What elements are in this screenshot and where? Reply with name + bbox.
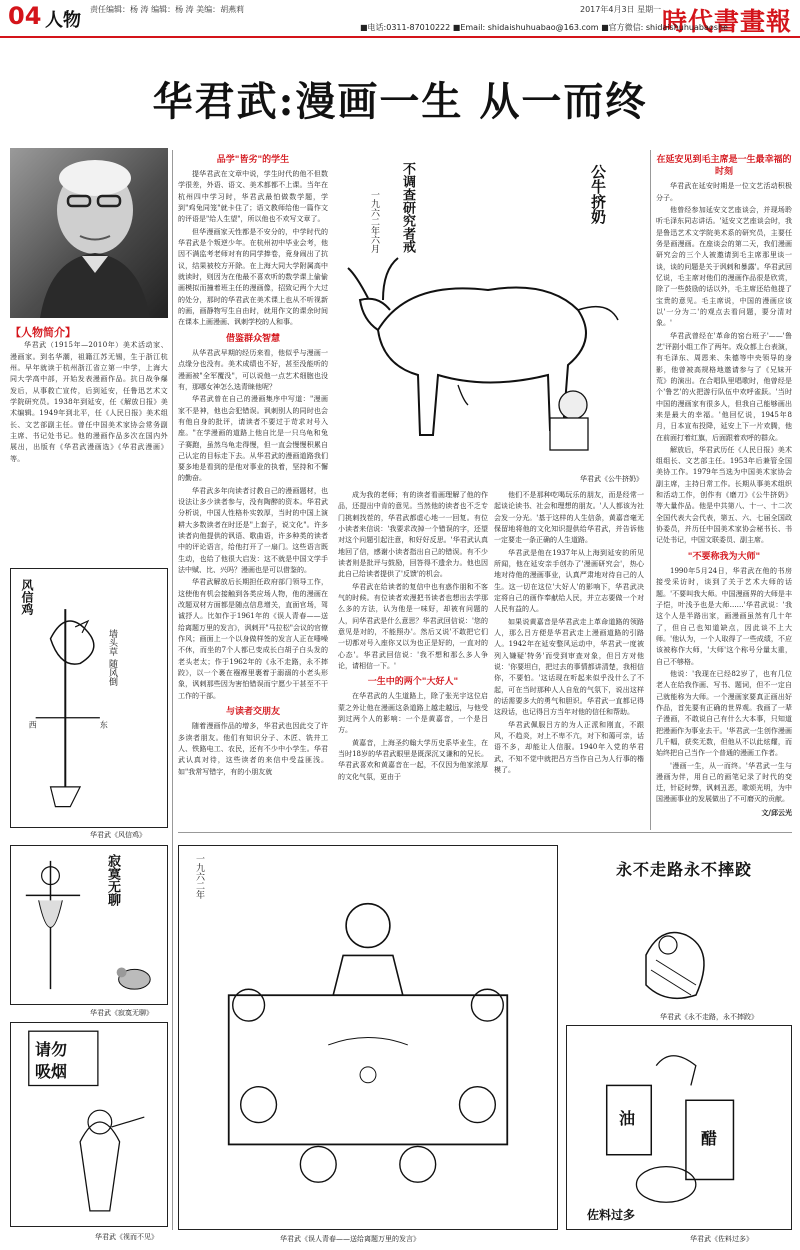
svg-text:东: 东 (99, 720, 108, 730)
section-subhead: 与读者交朋友 (225, 707, 280, 718)
article-paragraph: 华君武在延安时期是一位文艺活动积极分子。 (656, 182, 792, 202)
editors-line: 责任编辑：杨 涛 编辑：杨 涛 美编：胡燕莉 (90, 5, 245, 14)
article-column-2 (178, 150, 328, 800)
gongniu-date: 一九六二年六月 (369, 190, 379, 253)
article-column-3 (338, 490, 488, 820)
cartoon-wuren (178, 845, 558, 1230)
portrait-illustration (10, 148, 168, 318)
section-subhead: 在延安见到毛主席是一生最幸福的时刻 (656, 155, 792, 178)
cartoon-fengxinji (10, 568, 168, 828)
zuolaguoduo-title: 佐料过多 (587, 1208, 636, 1222)
profile-box (10, 324, 168, 466)
cartoon-shibujian (10, 1022, 168, 1227)
gongniu-inscription: 不调查研究者戒 (400, 162, 415, 253)
article-paragraph: 随着漫画作品的增多，华君武也因此交了许多读者朋友。他们有知识分子、木匠、铣井工人、铁路电工、农民，还有不少中小学生。华君武认真对待，这些读者的来信中受益匪浅。如"我常写错字，有的小朋友就 (178, 722, 328, 776)
article-column-5 (656, 150, 792, 830)
article-paragraph: 黄嘉音，上海圣约翰大学历史系毕业生，在当时18岁的华君武眼里是既深沉又谦和的兄长。华君武喜欢和黄嘉音在一起，不仅因为他家浓厚的文化气氛，更由于 (338, 738, 488, 781)
cartoon-zuolaguoduo (566, 1025, 792, 1230)
page-header (0, 0, 800, 38)
section-subhead: 一生中的两个"大好人" (367, 677, 459, 688)
section-subhead: 借鉴群众智慧 (225, 333, 280, 344)
article-paragraph: 华君武曾在自己的漫画集序中写道："漫画家不是神，他也会犯错误。讽刺别人的同时也会有他自身的批评，请读者不要过于苛求对号入座。"在学漫画的道路上他自比是一只乌龟和兔子赛跑，虽然乌龟走得慢，但一直会慢慢积累自己认定的目标走下去。从华君武的漫画道路我们要多地是看到的是他对事业的执着，坚持和不懈的勤奋。 (178, 395, 328, 483)
zuolaguoduo-jar-1: 油 (619, 1109, 636, 1128)
section-title: 人物 (45, 10, 81, 31)
article-paragraph: 他曾经参加延安文艺座谈会，并现场聆听毛泽东同志讲话。'延安文艺座谈会时，我是鲁迅艺术文学院美术系的研究员，主要任务是画漫画。在座谈会的第二天，我们漫画研究会的三个人被邀请到毛主席那里谈一谈，谈的问题是关于讽刺和暴露'。华君武回忆说，毛主席对他们的漫画作品很是欣赏，除了一些鼓励的话以外，毛主席还给他提了宝贵的意见。毛主席说，中国的漫画应该以'一分为二'的观点去看问题，要分清对象。' (656, 205, 792, 328)
article-paragraph: 华君武佩服吕方的为人正派和刚直，不跟风，不趋炎，对上不卑不亢，对下和蔼可亲，话语不多，却能让人信服。1940年入党的华君武，不知不觉中就把吕方当作自己为人行事的楷模了。 (494, 720, 644, 774)
jimo-drawing (11, 846, 167, 1004)
caption-fengxinji: 华君武《风信鸡》 (90, 831, 146, 839)
cartoon-gongniu (338, 150, 646, 470)
article-paragraph: 从华君武早期的经历来看，他似乎与漫画一点缘分也没有。美术成绩也不好，甚至没能听的漫画被"全军覆没"，可以说他一点艺术细胞也没有，那哪女神怎么选青睐他呢？ (178, 348, 328, 391)
article-column-4 (494, 490, 644, 820)
article-paragraph: 解放后，华君武历任《人民日报》美术组组长、文艺部主任。1953年后兼管全国美协工作。1979年当选为中国美术家协会副主席，主持日常工作。长期从事美术组织和活动工作，创作有《磨刀》《公牛挤奶》等大量作品。他是中共第八、十一、十二次全国代表大会代表，第五、六、七届全国政协委员，并历任中国美术家协会秘书长、书记处书记，中国文联委员、副主席。 (656, 445, 792, 545)
zuolaguoduo-jar-2: 醋 (701, 1129, 718, 1148)
article-paragraph: 他们不是那种吃喝玩乐的朋友，而是经常一起谈论读书、社会和理想的朋友。'人人都该为社会发一分光。'基于这样的人生信条，黄嘉音毫无保留地将他的文化知识提供给华君武，并告诉他一定要走一条正确的人生道路。 (494, 491, 644, 545)
author-credit: 文/邱云光 (761, 807, 792, 817)
article-paragraph: 华君武多年向读者讨教自己的漫画题材，也设法让多少读者参与，没有陶醉的资本。华君武分析说，中国人性格朴实敦厚，当时的中国上演耕大多数读者在时还是"上套子，说文化"。许多读者向他提供的讽语、歌曲语，许多种类的读者中的评论语言，给他打开了一扇门。这些语言既生动，也给了他很大启发：这不就是中国文学手法中赋、比、兴吗？漫画也是可以借鉴的。 (178, 486, 328, 575)
article-paragraph: 在华君武的人生道路上，除了张光宇这位启蒙之外让他在漫画这条道路上越走越远，与他受到过两个人的影响：一个是黄嘉音，一个是吕方。 (338, 692, 488, 735)
article-paragraph: 1990年5月24日，华君武在他的书房接受采访时，谈到了关于艺术大师的话题。'不要叫我大师。中国漫画界的大师是丰子恺，叶浅予也是大师……'华君武说：'我这个人是半路出家，画漫画虽然有几十年了，但自己也知道缺点，因此谈不上大师。'他认为，一个人取得了一些成绩，不应该被称作大师，'大师'这个称号分量太重，自己不够格。 (656, 566, 792, 666)
page-number: 04 (8, 2, 42, 30)
article-paragraph: 华君武解放后长期担任政府部门领导工作，这使他有机会接触到各类应场人物，他的漫画在改题双材方面都是随点信息增关，直面官场，驾诚抒人。比如作于1961年的《误人青春——送给离题万里的发言》，讽刺开"马拉松"会议的官僚作风；画面上一个以身做样签的发言人正在唾噪不休，而坐的7个人都已变成长白胡子白头发的老头老太；作于1962年的《永不走路，永不摔跤》，以一个裹在襁褓里裹着于溺溺的小老头形象，讽刺那些因为害怕错误而宁愿少干甚至不干工作的干部。 (178, 578, 328, 700)
caption-gongniu: 华君武《公牛挤奶》 (580, 475, 643, 483)
cartoon-yongbu (566, 845, 792, 1010)
column-rule-right (650, 150, 651, 830)
gongniu-title: 公牛挤奶 (589, 164, 607, 224)
article-paragraph: 华君武曾经在'革命的窑台班子'——'鲁艺'评剧小组工作了两年。戏众都上台表演，有毛泽东、周恩来、朱德等中央领导的身影，他曾被高规格地邀请参与了《兄妹开荒》的演出。在合唱队里唱歌时，他曾经是个'鲁艺'的火把游行队伍中欢呼雀跃。'当时中国的漫画家有很多人，但我自己能够画出来是最大的幸福。'他回忆说，1945年8月，日本宣布投降，延安上下一片欢腾，他在前面打着红旗，后面跟着欢呼的群众。 (656, 331, 792, 442)
article-paragraph: 他说：'我现在已经82岁了，也有几位老人在给我作画、写书、题词，但不一定自己就能称为大师。一个漫画家要真正画出好作品，首先要有正确的世界观。我画了一辈子漫画，不敢说自己有什么大本事，只知道把漫画作为事业去干。'华君武一生创作漫画几千幅，获奖无数，但他从不以此炫耀，而始终把自己当作一个普通的漫画工作者。 (656, 669, 792, 758)
wuren-drawing (179, 846, 557, 1229)
section-subhead: "不要称我为大师" (687, 551, 761, 562)
profile-tag: 【人物简介】 (10, 326, 76, 339)
fengxinji-title: 风信鸡 (20, 579, 34, 615)
caption-shibujian: 华君武《视而不见》 (95, 1233, 158, 1241)
shibujian-sign-1: 请勿 (35, 1040, 68, 1059)
caption-wuren: 华君武《误人青春——送给离题万里的发言》 (280, 1235, 420, 1243)
profile-text: 华君武（1915年—2010年）美术活动家、漫画家。到名华潮，祖籍江苏无锡，生于浙江杭州。早年就读于杭州浙江省立第一中学，上海大同大学高中部，开始发表漫画作品。抗日战争爆发后，从事救亡宣传，后到延安，任鲁迅艺术文学院研究员。1938年到延安，任《解放日报》美术编辑。1949年到北平，任《人民日报》美术组长、文艺部副主任。曾任中国美术家协会常务副主席、书记处书记。他的漫画作品多次在国内外展出，出版有《华君武漫画选》《华君武漫画》等。 (10, 341, 168, 463)
article-paragraph: 但华漫画家天性都是不安分的，中学时代的华君武是个叛逆少年。在杭州初中毕业会考，他因不满监考老师对有的同学捧卷，竟身闹出了抗议，结果被校方开除。在上海大同大学附属高中就读时，则因为在他最不喜欢听的数学课上偷偷画模拟而撞着班主任的漫画像，招致记两个大过的处分，那时的华君武在美术课上也从不听视新的画，画静物写生自由时，就用作文的课余时间在课本上画漫画、讽刺学校的人和事。 (178, 227, 328, 327)
masthead-logo: 時代書畫報 (661, 7, 792, 36)
bottom-rule (178, 832, 792, 833)
zuolaguoduo-drawing (567, 1026, 791, 1229)
header-rule (0, 36, 800, 38)
jimo-title: 寂寞无聊 (105, 854, 120, 906)
cartoon-jimo (10, 845, 168, 1005)
issue-date: 2017年4月3日 星期一 (580, 5, 662, 14)
contact-line: ■电话:0311-87010222 ■Email: shidaishuhuabao@163.com ■官方微信: shidaishuhuabaoshe (360, 23, 728, 32)
column-rule (172, 150, 173, 1230)
caption-zuolaguoduo: 华君武《佐料过多》 (690, 1235, 753, 1243)
shibujian-sign-2: 吸烟 (35, 1062, 68, 1081)
headline: 华君武:漫画一生 从一而终 (152, 78, 648, 125)
section-subhead: 品学"皆劣"的学生 (216, 155, 290, 165)
wuren-date: 一九六二年 (194, 854, 204, 899)
article-paragraph: 成为我的老师；有的读者看画理解了他的作品，还提出中肯的意见。当然他的读者也不乏专门挑刺找茬的，华君武都虚心地一一回复。有位小读者来信说：'我要求改掉一个错误的字，还望对这个问题引起注意，和好好反思。'华君武认真地回了信，感谢小读者指出自己的错误。有不少读者则是批评与鼓励，回答得不遗余力。他也因此自己给读者提供了'反馈'的机会。 (338, 491, 488, 579)
yongbu-title: 永不走路永不摔跤 (616, 860, 753, 879)
svg-text:西: 西 (28, 720, 37, 730)
fengxinji-inscription: 墙头草 随风倒 (107, 629, 117, 686)
portrait-photo (10, 148, 168, 318)
article-paragraph: 提华君武在文章中说，学生时代的他不但数学很差，外语、语文、美术都都不上课。当年在杭州四中学习时，华君武最怕做数学题，学到"鸡兔同笼"就卡住了；语文教师给他一篇作文的评语是"给人生望"，所以他也不欢写文章了。 (178, 170, 328, 224)
caption-yongbu: 华君武《永不走路，永不摔跤》 (660, 1013, 758, 1021)
article-paragraph: 华君武在给读者的复信中也有惑作朋和不客气的时候。有位读者欢漫把书读者也想出去学那么多的方法，认为他是一味好，却被有问题的人，问华君武是什么意思？华君武回信说：'您的意见是对的，不能照办'。然后又说'不敢把它们一切都对号入座你又以为也正是好的，一直对的心态'。华君武回信说：'我不想和那么多人争论，请相信一下。' (338, 582, 488, 670)
caption-jimo: 华君武《寂寞无聊》 (90, 1009, 153, 1017)
article-paragraph: '漫画一生，从一而终。'华君武一生与漫画为伴，用自己的画笔记录了时代的变迁，针砭时弊，讽刺丑恶，歌颂光明，为中国漫画事业的发展做出了不可磨灭的贡献。 (656, 761, 792, 804)
article-paragraph: 华君武是他在1937年从上海到延安的所见所闻，他在延安亲手创办了'漫画研究会'，热心地对待他的漫画事业，认真严肃地对待自己的人生。这一切在这位'大好人'的影响下，华君武决定将自己的画作奉献给人民，并立志要做一个对人民有益的人。 (494, 548, 644, 614)
article-paragraph: 如果说黄嘉音是华君武走上革命道路的领路人，那么吕方便是华君武走上漫画道路的引路人。1942年在延安整风运动中，华君武一度被列入嫌疑'特务'而受到审查对象，但吕方对他说：'你要坦白，把过去的事情都讲清楚，我相信你，不要怕。'这话现在听起来似乎没什么了不起，可在当时那种人人自危的气氛下，说出这样的话需要多大的勇气和胆识。华君武一直都记得这段话，也记得吕方当年对他的信任和帮助。 (494, 617, 644, 717)
